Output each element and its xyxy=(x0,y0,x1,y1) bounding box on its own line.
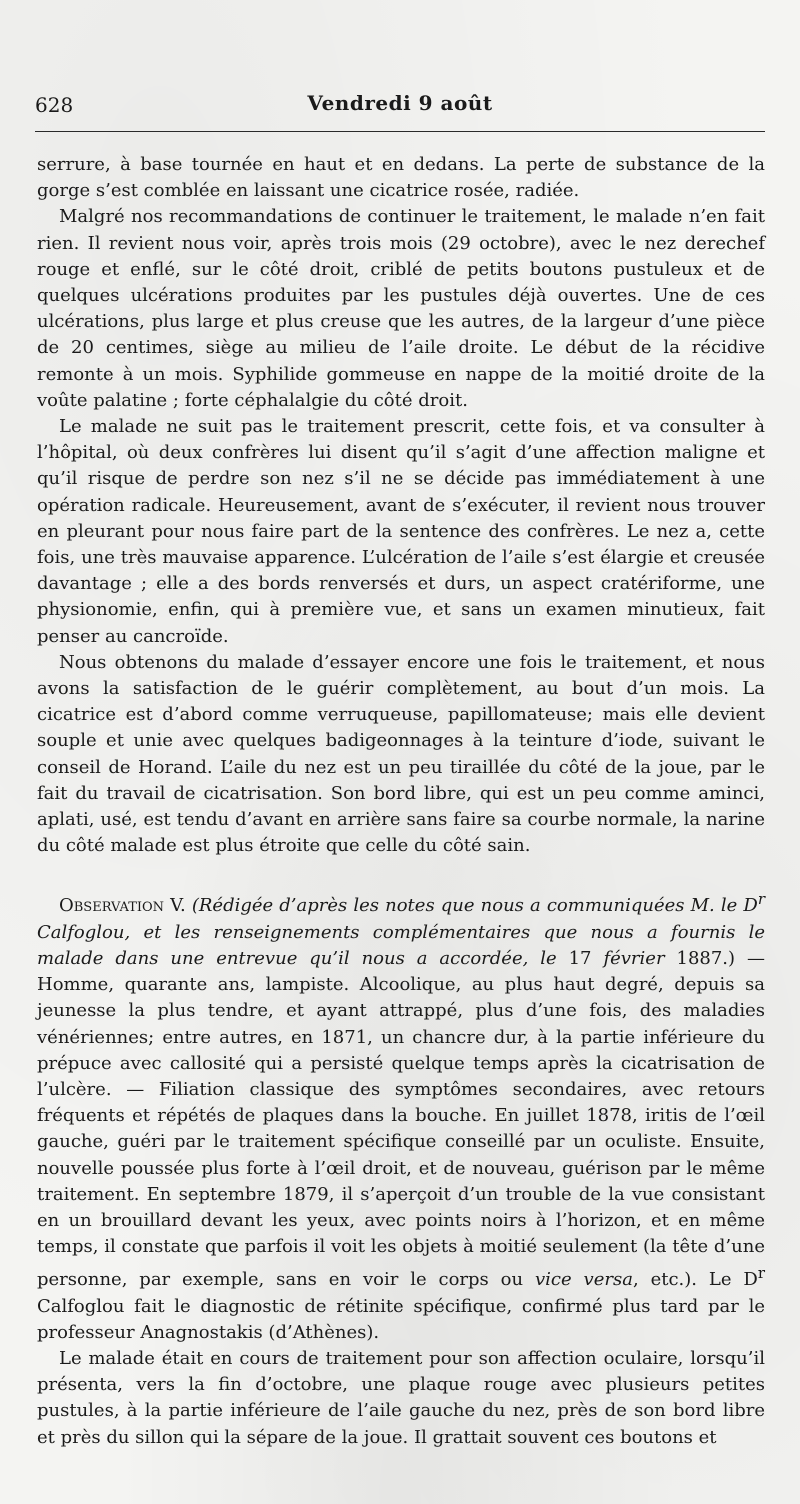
paragraph-hopital: Le malade ne suit pas le traitement prescrit, cette fois, et va consulter à l’hôpital, où deux confrères lui disent qu’il s’agit d’une affection maligne et qu’il risque de perdre son nez s’il ne se décide pas immédiatement à une opération radicale. Heureusement, avant de s’exécuter, il revient nous trouver en pleurant pour nous faire part de la sentence des confrères. Le nez a, cette fois, une très mauvaise apparence. L’ulcération de l’aile s’est élargie et creusée davantage ; elle a des bords renversés et durs, un aspect cratériforme, une physionomie, enfin, qui à première vue, et sans un examen minutieux, fait penser au cancroïde. xyxy=(37,416,765,647)
superscript-r: r xyxy=(757,890,765,909)
paragraph-recidive: Malgré nos recommandations de continuer le traitement, le malade n’en fait rien. Il revient nous voir, après trois mois (29 octobre), avec le nez derechef rouge et enflé, sur le côté droit, criblé de petits boutons pustuleux et de quelques ulcérations produites par les pustules déjà ouvertes. Une de ces ulcérations, plus large et plus creuse que les autres, de la largeur d’une pièce de 20 centimes, siège au milieu de l’aile droite. Le début de la récidive remonte à un mois. Syphilide gommeuse en nappe de la moitié droite de la voûte palatine ; forte céphalalgie du côté droit. xyxy=(37,206,765,411)
paragraph-continuation: serrure, à base tournée en haut et en dedans. La perte de substance de la gorge s’est comblée en laissant une cicatrice rosée, radiée. xyxy=(37,154,765,202)
vice-versa: vice versa xyxy=(535,1269,633,1291)
running-title: Vendredi 9 août xyxy=(307,91,493,115)
observation-tail-2: Calfoglou fait le diagnostic de rétinite spécifique, confirmé plus tard par le professeur Anagnostakis (d’Athènes). xyxy=(37,1295,765,1343)
body-text xyxy=(37,152,765,1451)
observation-month: février xyxy=(603,947,665,969)
observation-tail-1: , etc.). Le D xyxy=(632,1269,758,1291)
page-number: 628 xyxy=(35,93,74,117)
superscript-r-2: r xyxy=(757,1264,765,1283)
paragraph-guerison: Nous obtenons du malade d’essayer encore une fois le traitement, et nous avons la satisfaction de le guérir complètement, au bout d’un mois. La cicatrice est d’abord comme verruqueuse, papillomateuse; mais elle devient souple et unie avec quelques badigeonnages à la teinture d’iode, suivant le conseil de Horand. L’aile du nez est un peu tiraillée du côté de la joue, par le fait du travail de cicatrisation. Son bord libre, qui est un peu comme aminci, aplati, usé, est tendu d’avant en arrière sans faire sa courbe normale, la narine du côté malade est plus étroite que celle du côté sain. xyxy=(37,651,765,857)
paragraph-plaque-rouge: Le malade était en cours de traitement pour son affection oculaire, lorsqu’il présenta, vers la fin d’octobre, une plaque rouge avec plusieurs petites pustules, à la partie inférieure de l’aile gauche du nez, près de son bord libre et près du sillon qui la sépare de la joue. Il grattait souvent ces boutons et xyxy=(37,1347,765,1448)
observation-body: 1887.) — Homme, quarante ans, lampiste. Alcoolique, au plus haut degré, depuis sa jeunesse la plus tendre, et ayant attrappé, plus d’une fois, des maladies vénériennes; entre autres, en 1871, un chancre dur, à la partie inférieure du prépuce avec callosité qui a persisté quelque temps après la cicatrisation de l’ulcère. — Filiation classique des symptômes secondaires, avec retours fréquents et répétés de plaques dans la bouche. En juillet 1878, iritis de l’œil gauche, guéri par le traitement spécifique conseillé par un oculiste. Ensuite, nouvelle poussée plus forte à l’œil droit, et de nouveau, guérison par le même traitement. En septembre 1879, il s’aperçoit d’un trouble de la vue consistant en un brouillard devant les yeux, avec points noirs à l’horizon, et en même temps, il constate que parfois il voit les objets à moitié seulement (la tête d’une personne, par exemple, sans en voir le corps ou xyxy=(37,947,765,1291)
paragraph-observation-v xyxy=(37,886,765,1345)
header-rule xyxy=(35,131,765,132)
observation-source-italic-2: Calfoglou, et les renseignements complémentaires que nous a fournis le malade dans une entrevue qu’il nous a accordée, le xyxy=(37,921,765,969)
observation-source-italic-1: (Rédigée d’après les notes que nous a communiquées M. le D xyxy=(191,895,758,917)
observation-date-number: 17 xyxy=(556,947,604,969)
page-header xyxy=(35,89,765,119)
observation-label: Observation V. xyxy=(59,895,186,917)
